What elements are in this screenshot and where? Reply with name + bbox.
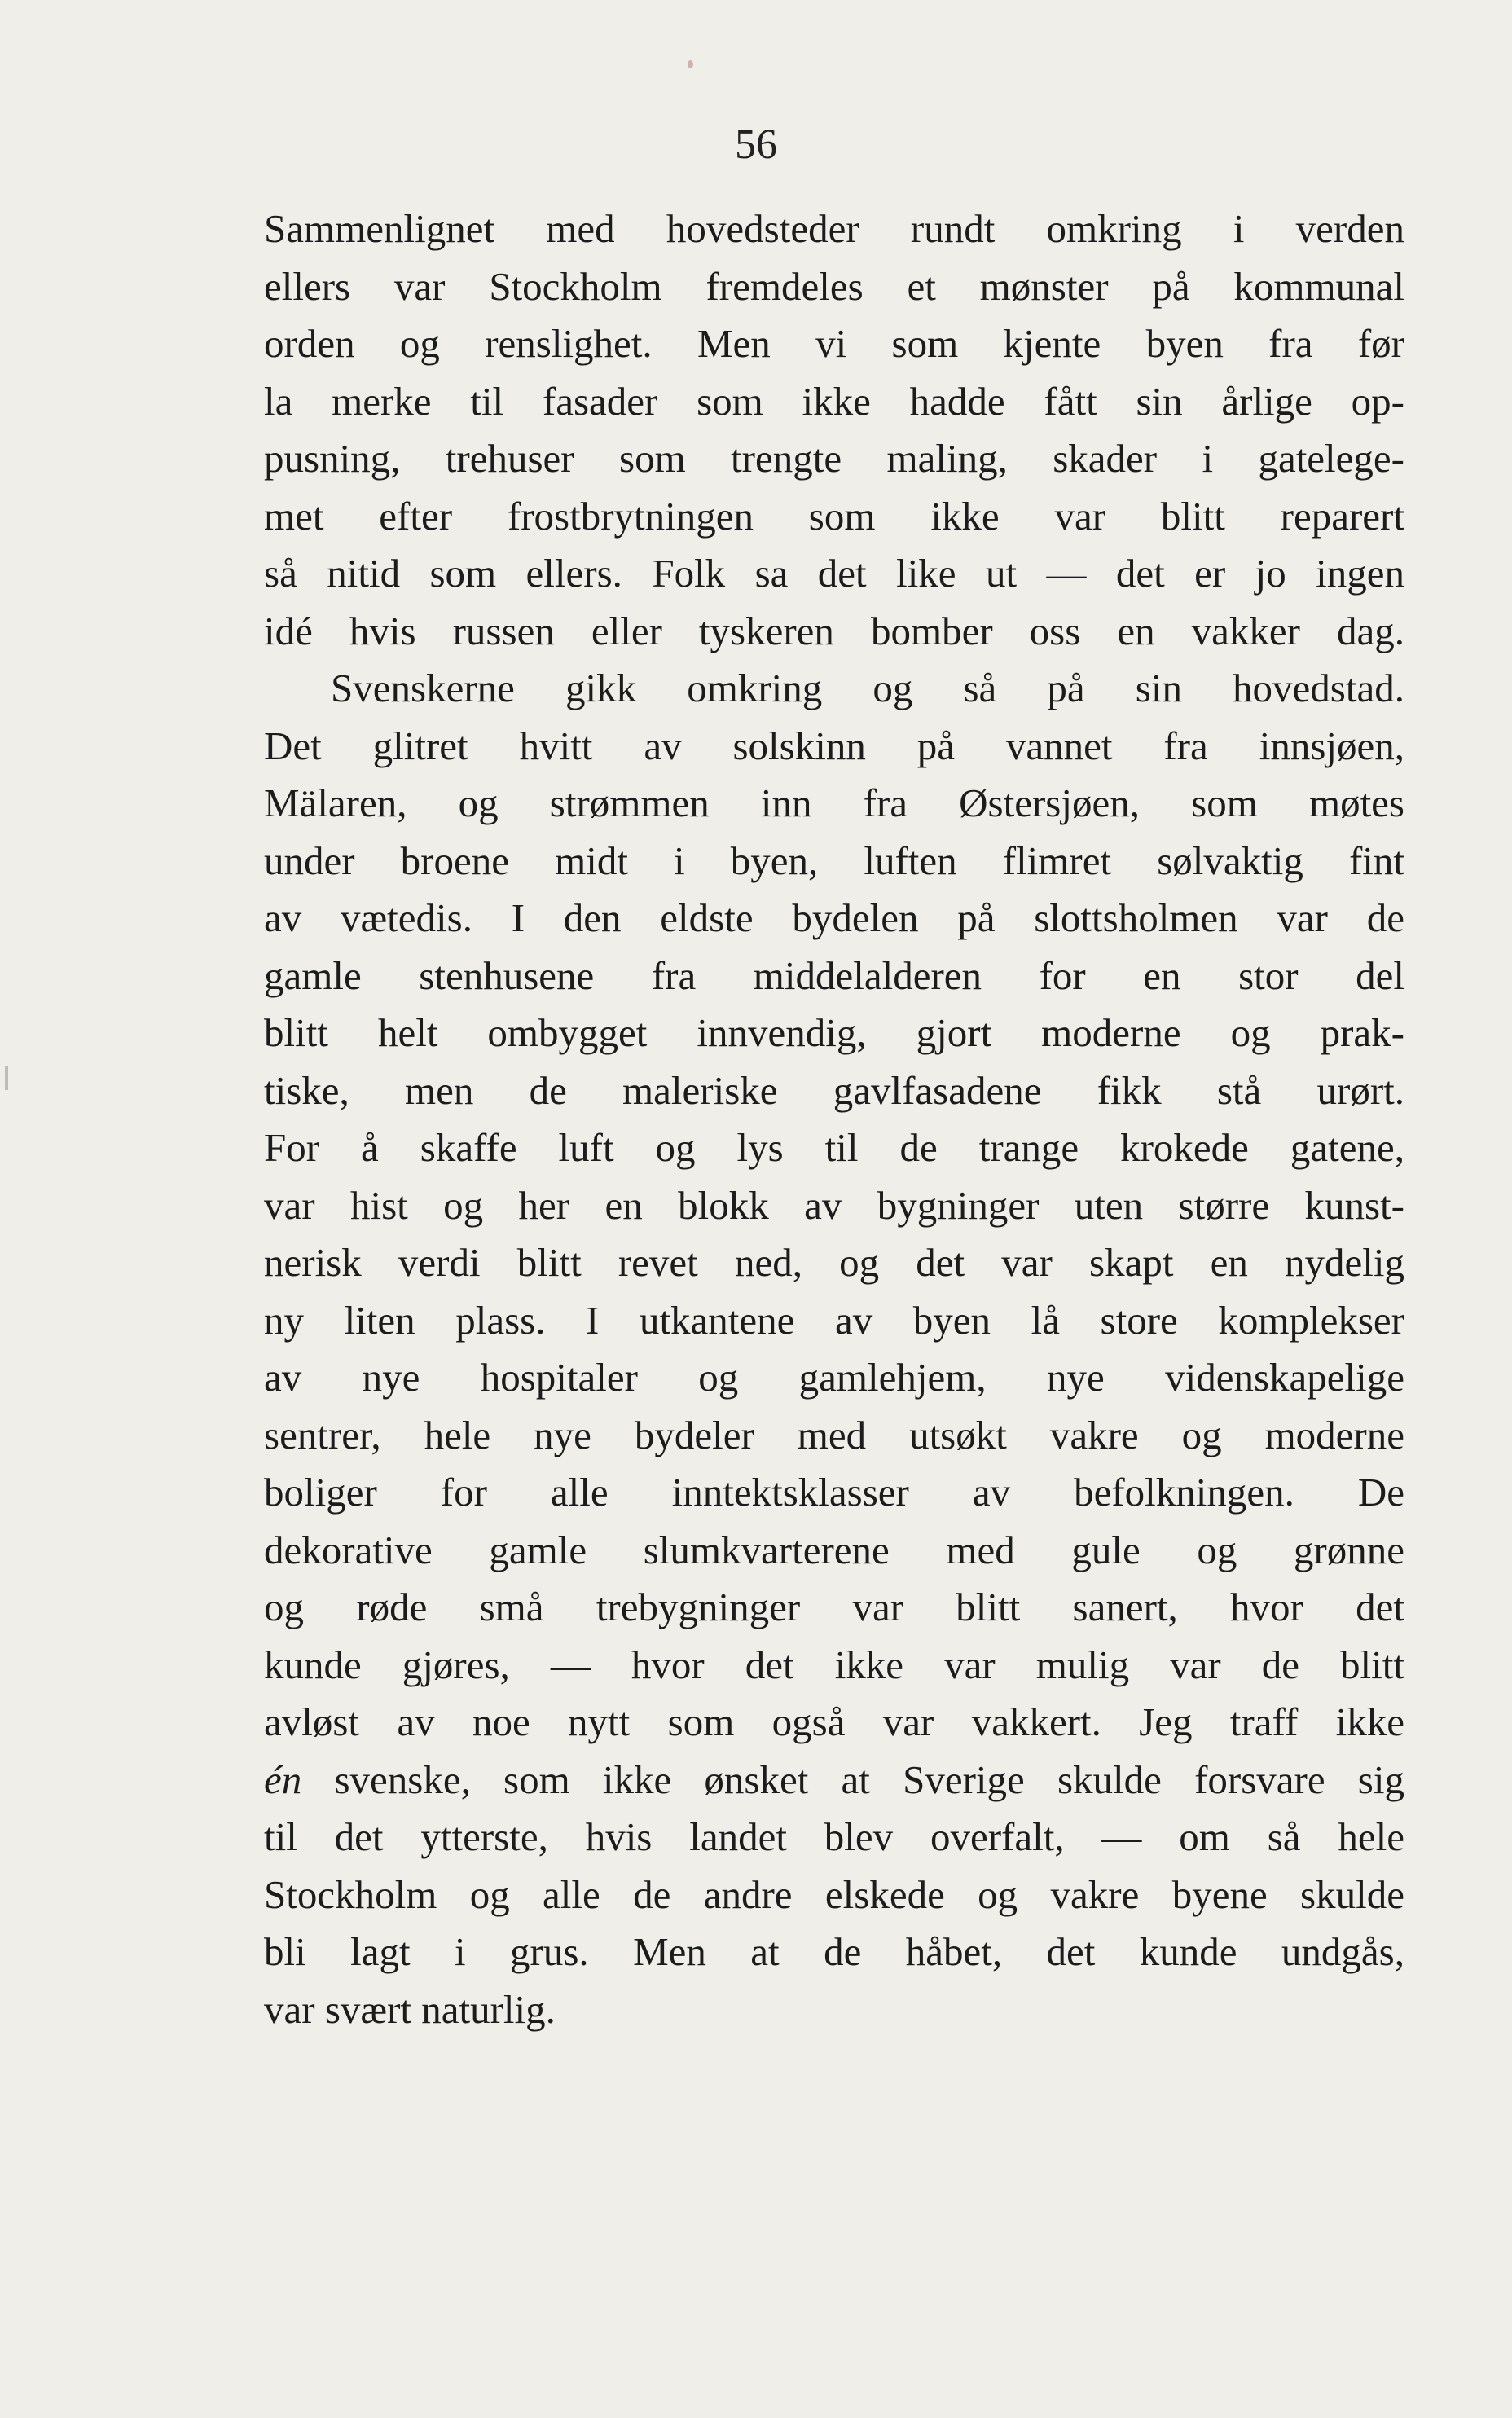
text-line: nerisk verdi blitt revet ned, og det var skapt en nydelig xyxy=(264,1240,1404,1285)
text-line: Svenskerne gikk omkring og så på sin hovedstad. xyxy=(331,666,1404,710)
text-line: boliger for alle inntektsklasser av befolkningen. De xyxy=(264,1470,1404,1515)
text-line: av vætedis. I den eldste bydelen på slottsholmen var de xyxy=(264,895,1404,940)
text-line: til det ytterste, hvis landet blev overfalt, — om så hele xyxy=(264,1814,1404,1859)
text-line: så nitid som ellers. Folk sa det like ut — det er jo ingen xyxy=(264,551,1404,596)
text-line: under broene midt i byen, luften flimret sølvaktig fint xyxy=(264,838,1404,883)
text-line: pusning, trehuser som trengte maling, skader i gatelege- xyxy=(264,436,1404,481)
text-line: og røde små trebygninger var blitt sanert, hvor det xyxy=(264,1585,1404,1629)
text-line-last: var svært naturlig. xyxy=(264,1986,556,2032)
text-line: var hist og her en blokk av bygninger uten større kunst- xyxy=(264,1182,1404,1228)
text-line: avløst av noe nytt som også var vakkert. Jeg traff ikke xyxy=(264,1699,1404,1744)
text-line: sentrer, hele nye bydeler med utsøkt vakre og moderne xyxy=(264,1412,1404,1457)
emphasized-word: én xyxy=(264,1756,302,1802)
body-text xyxy=(264,200,1404,2038)
text-line: met efter frostbrytningen som ikke var blitt reparert xyxy=(264,493,1404,539)
text-line: dekorative gamle slumkvarterene med gule og grønne xyxy=(264,1527,1404,1572)
text-line: Sammenlignet med hovedsteder rundt omkring i verden xyxy=(264,206,1404,251)
page-number: 56 xyxy=(735,121,777,168)
text-line: tiske, men de maleriske gavlfasadene fikk stå urørt. xyxy=(264,1067,1404,1113)
text-line: ny liten plass. I utkantene av byen lå store komplekser xyxy=(264,1297,1404,1343)
text-line-with-emphasis xyxy=(264,1752,1404,1809)
text-line: ellers var Stockholm fremdeles et mønster på kommunal xyxy=(264,263,1404,309)
text-line-rest: svenske, som ikke ønsket at Sverige skulde forsvare sig xyxy=(301,1756,1404,1802)
text-line: av nye hospitaler og gamlehjem, nye videnskapelige xyxy=(264,1355,1404,1400)
text-line: bli lagt i grus. Men at de håbet, det kunde undgås, xyxy=(264,1929,1404,1974)
text-line: orden og renslighet. Men vi som kjente byen fra før xyxy=(264,321,1404,366)
text-line: la merke til fasader som ikke hadde fått sin årlige op- xyxy=(264,378,1404,424)
text-line: Mälaren, og strømmen inn fra Østersjøen, som møtes xyxy=(264,780,1404,825)
text-line: gamle stenhusene fra middelalderen for en stor del xyxy=(264,952,1404,998)
text-line: blitt helt ombygget innvendig, gjort moderne og prak- xyxy=(264,1010,1404,1055)
text-line: kunde gjøres, — hvor det ikke var mulig var de blitt xyxy=(264,1642,1404,1687)
text-line: Stockholm og alle de andre elskede og vakre byene skulde xyxy=(264,1871,1404,1917)
text-line: For å skaffe luft og lys til de trange krokede gatene, xyxy=(264,1125,1404,1170)
ink-speck xyxy=(688,60,693,68)
text-line: Det glitret hvitt av solskinn på vannet fra innsjøen, xyxy=(264,723,1404,768)
margin-mark xyxy=(5,1066,8,1090)
text-line: idé hvis russen eller tyskeren bomber oss en vakker dag. xyxy=(264,608,1404,653)
